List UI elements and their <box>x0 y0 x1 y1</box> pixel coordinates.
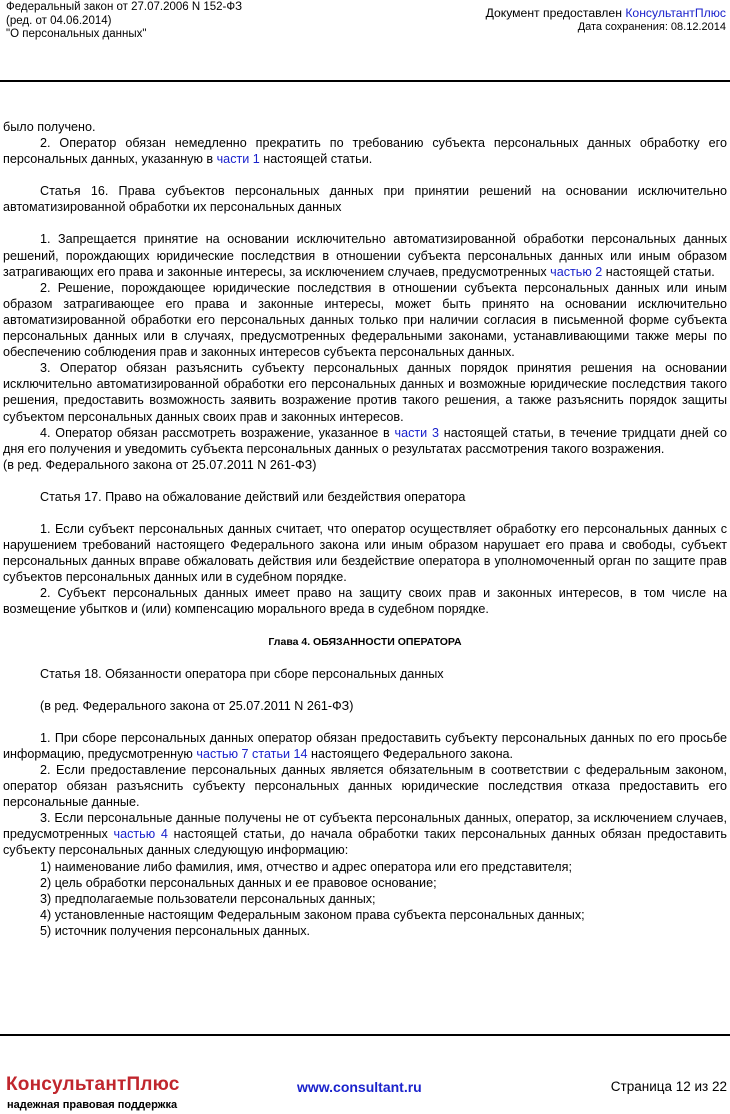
list-item: 1) наименование либо фамилия, имя, отчество и адрес оператора или его представителя; <box>40 859 572 874</box>
paragraph: 1. При сборе персональных данных оператор обязан предоставить субъекту персональных данных по его просьбе информацию, предусмотренную частью 7 статьи 14 настоящего Федерального закона. <box>3 730 727 761</box>
law-title: Федеральный закон от 27.07.2006 N 152-ФЗ <box>6 1 243 13</box>
list-item: 2) цель обработки персональных данных и ее правовое основание; <box>40 875 437 890</box>
provided-by-label: Документ предоставлен <box>485 6 626 20</box>
provider-info <box>486 6 726 34</box>
paragraph: 1. Если субъект персональных данных считает, что оператор осуществляет обработку его персональных данных с нарушением требований настоящего Федерального закона или иным образом нарушает его права и свободы, субъект персональных данных вправе обжаловать действия или бездействие оператора в уполномоченный орган по защите прав субъектов персональных данных или в судебном порядке. <box>3 521 727 585</box>
chapter-4-title: Глава 4. ОБЯЗАННОСТИ ОПЕРАТОРА <box>268 635 462 648</box>
list-item: 3) предполагаемые пользователи персональных данных; <box>40 891 376 906</box>
list-item: 4) установленные настоящим Федеральным законом права субъекта персональных данных; <box>40 907 585 922</box>
page-header <box>0 0 730 82</box>
list-item: 5) источник получения персональных данных. <box>40 923 311 938</box>
law-edition: (ред. от 04.06.2014) <box>6 14 112 27</box>
paragraph: 3. Если персональные данные получены не от субъекта персональных данных, оператор, за исключением случаев, предусмотренных частью 4 настоящей статьи, до начала обработки таких персональных данных обязан предоставить субъекту персональных данных следующую информацию: <box>3 811 727 858</box>
paragraph: 1. Запрещается принятие на основании исключительно автоматизированной обработки персональных данных решений, порождающих юридические последствия в отношении субъекта персональных данных или иным образом затрагивающих его права и законные интересы, за исключением случаев, предусмотренных частью 2 настоящей статьи. <box>3 232 727 279</box>
document-body <box>3 119 727 939</box>
article-18-title: Статья 18. Обязанности оператора при сборе персональных данных <box>40 666 444 681</box>
document-info <box>6 1 242 42</box>
article-17-title: Статья 17. Право на обжалование действий или бездействия оператора <box>40 489 466 504</box>
paragraph: 2. Если предоставление персональных данных является обязательным в соответствии с федеральным законом, оператор обязан разъяснить субъекту персональных данных юридические последствия отказа предоставить его персональные данные. <box>3 763 727 810</box>
paragraph: 2. Субъект персональных данных имеет право на защиту своих прав и законных интересов, в том числе на возмещение убытков и (или) компенсацию морального вреда в судебном порядке. <box>3 586 727 617</box>
edition-note: (в ред. Федерального закона от 25.07.2011 N 261-ФЗ) <box>40 698 354 713</box>
logo-slogan: надежная правовая поддержка <box>7 1099 178 1111</box>
consultant-logo: КонсультантПлюс <box>6 1074 180 1095</box>
site-link[interactable]: www.consultant.ru <box>297 1079 422 1095</box>
paragraph: 2. Оператор обязан немедленно прекратить по требованию субъекта персональных данных обработку его персональных данных, указанную в части 1 настоящей статьи. <box>3 136 727 167</box>
footer-divider <box>0 1034 730 1036</box>
link-part-3[interactable]: части 3 <box>394 425 439 440</box>
paragraph: 2. Решение, порождающее юридические последствия в отношении субъекта персональных данных или иным образом затрагивающее его права и законные интересы, может быть принято на основании исключительно автоматизированной обработки его персональных данных только при наличии согласия в письменной форме субъекта персональных данных или в случаях, предусмотренных федеральными законами, устанавливающими также меры по обеспечению соблюдения прав и законных интересов субъекта персональных данных. <box>3 280 727 360</box>
law-name: "О персональных данных" <box>6 28 147 40</box>
link-part-2[interactable]: частью 2 <box>550 264 603 279</box>
paragraph: было получено. <box>3 120 96 134</box>
page-number: Страница 12 из 22 <box>610 1079 727 1094</box>
save-date: Дата сохранения: 08.12.2014 <box>577 21 726 33</box>
link-part-1[interactable]: части 1 <box>216 152 260 167</box>
page-footer <box>0 1068 730 1114</box>
paragraph: 4. Оператор обязан рассмотреть возражение, указанное в части 3 настоящей статьи, в течение тридцати дней со дня его получения и уведомить субъекта персональных данных о результатах рассмотрения такого возражения. <box>3 425 727 456</box>
link-part-7-article-14[interactable]: частью 7 статьи 14 <box>196 746 308 761</box>
paragraph: 3. Оператор обязан разъяснить субъекту персональных данных порядок принятия решения на основании исключительно автоматизированной обработки его персональных данных и возможные юридические последствия такого решения, предоставить возможность заявить возражение против такого решения, а также разъяснить порядок защиты субъектом персональных данных своих прав и законных интересов. <box>3 361 727 424</box>
article-16-title: Статья 16. Права субъектов персональных данных при принятии решений на основании исключительно автоматизированной обработки их персональных данных <box>3 184 727 215</box>
edition-note: (в ред. Федерального закона от 25.07.2011 N 261-ФЗ) <box>3 457 317 472</box>
link-part-4[interactable]: частью 4 <box>113 827 168 842</box>
provider-name: КонсультантПлюс <box>625 6 726 20</box>
